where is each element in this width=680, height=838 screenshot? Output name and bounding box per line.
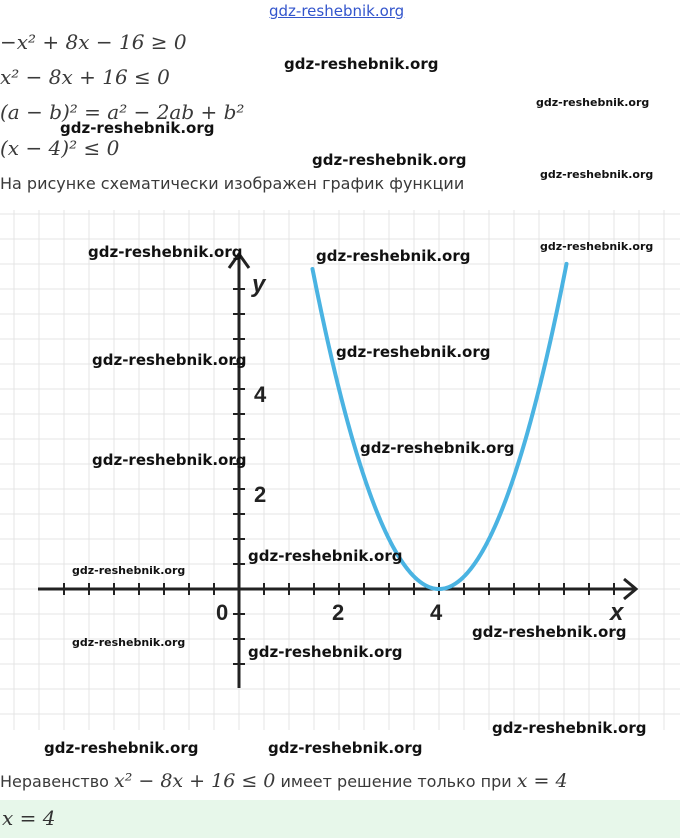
watermark-text: gdz-reshebnik.org: [248, 547, 403, 565]
origin-label: 0: [216, 600, 229, 625]
watermark-text: gdz-reshebnik.org: [360, 439, 515, 457]
graph-caption: На рисунке схематически изображен график функции: [0, 174, 465, 193]
watermark-text: gdz-reshebnik.org: [540, 240, 654, 253]
conclusion-middle: имеет решение только при: [275, 772, 517, 791]
y-tick-label-2: 2: [254, 482, 267, 507]
step-2: x² − 8x + 16 ≤ 0: [0, 65, 170, 89]
site-link[interactable]: gdz-reshebnik.org: [269, 2, 405, 20]
watermark-text: gdz-reshebnik.org: [316, 247, 471, 265]
answer-box: [0, 800, 680, 838]
watermark-text: gdz-reshebnik.org: [92, 451, 247, 469]
watermark-text: gdz-reshebnik.org: [472, 623, 627, 641]
watermark-text: gdz-reshebnik.org: [248, 643, 403, 661]
x-axis-label: x: [610, 599, 624, 626]
watermark-text: gdz-reshebnik.org: [92, 351, 247, 369]
conclusion-line: [0, 770, 568, 792]
x-tick-label-2: 2: [332, 600, 345, 625]
step-4: (x − 4)² ≤ 0: [0, 136, 120, 160]
conclusion-prefix: Неравенство: [0, 772, 114, 791]
y-tick-label-4: 4: [254, 382, 267, 407]
conclusion-solution: x = 4: [516, 770, 568, 792]
watermark-text: gdz-reshebnik.org: [540, 168, 654, 181]
watermark-text: gdz-reshebnik.org: [336, 343, 491, 361]
watermark-text: gdz-reshebnik.org: [72, 564, 186, 577]
answer-value: x = 4: [2, 806, 56, 830]
watermark-text: gdz-reshebnik.org: [88, 243, 243, 261]
watermark-text: gdz-reshebnik.org: [60, 119, 215, 137]
watermark-text: gdz-reshebnik.org: [536, 96, 650, 109]
step-3: (a − b)² = a² − 2ab + b²: [0, 100, 245, 124]
step-1: −x² + 8x − 16 ≥ 0: [0, 30, 187, 54]
watermark-text: gdz-reshebnik.org: [284, 55, 439, 73]
x-tick-label-4: 4: [430, 600, 443, 625]
watermark-text: gdz-reshebnik.org: [72, 636, 186, 649]
watermark-text: gdz-reshebnik.org: [312, 151, 467, 169]
watermark-text: gdz-reshebnik.org: [268, 739, 423, 757]
y-axis-label: y: [252, 271, 266, 298]
conclusion-inequality: x² − 8x + 16 ≤ 0: [114, 770, 276, 792]
watermark-text: gdz-reshebnik.org: [44, 739, 199, 757]
watermark-text: gdz-reshebnik.org: [492, 719, 647, 737]
